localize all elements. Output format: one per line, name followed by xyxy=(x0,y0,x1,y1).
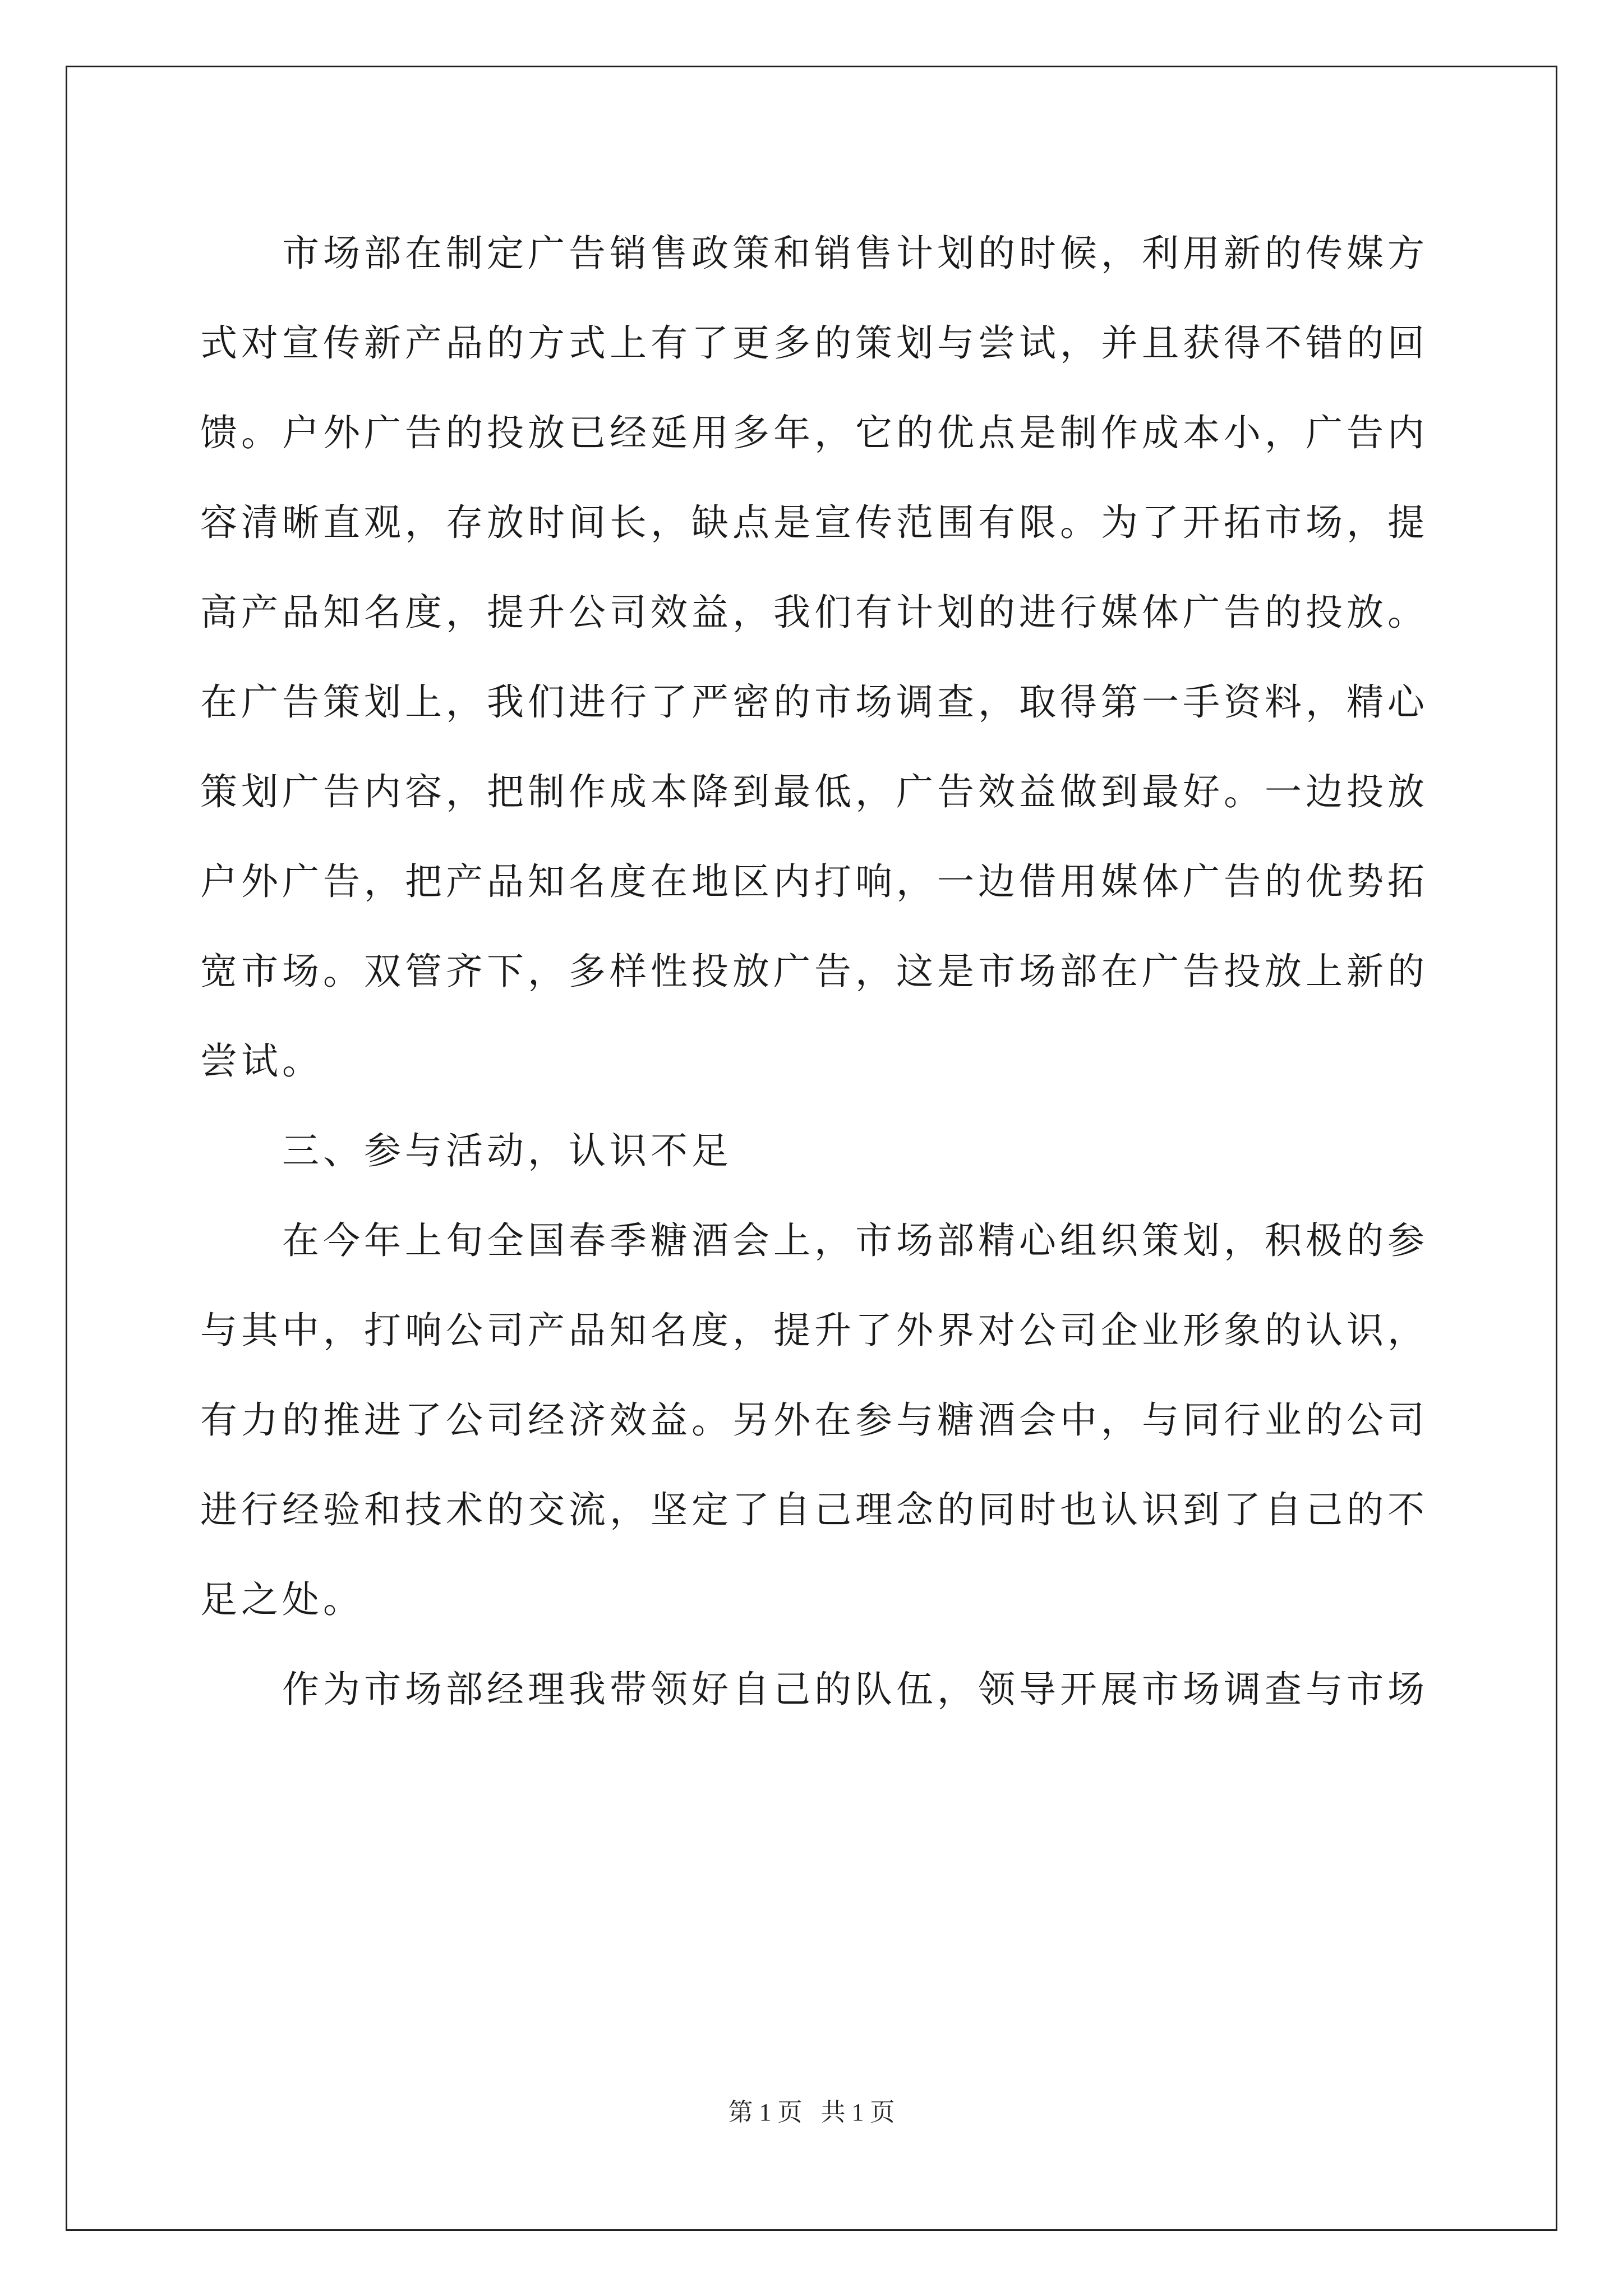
text-line: 在广告策划上，我们进行了严密的市场调查，取得第一手资料，精心 xyxy=(200,680,1428,724)
text-line: 有力的推进了公司经济效益。另外在参与糖酒会中，与同行业的公司 xyxy=(200,1398,1428,1442)
text-line: 高产品知名度，提升公司效益，我们有计划的进行媒体广告的投放。 xyxy=(200,591,1428,634)
text-line: 户外广告，把产品知名度在地区内打响，一边借用媒体广告的优势拓 xyxy=(200,860,1428,903)
text-line: 在今年上旬全国春季糖酒会上，市场部精心组织策划，积极的参 xyxy=(282,1219,1428,1262)
text-line: 策划广告内容，把制作成本降到最低，广告效益做到最好。一边投放 xyxy=(200,770,1428,813)
text-line: 作为市场部经理我带领好自己的队伍，领导开展市场调查与市场 xyxy=(282,1668,1428,1711)
text-line: 足之处。 xyxy=(200,1578,364,1621)
document-body xyxy=(200,209,1428,1734)
text-line: 进行经验和技术的交流，坚定了自己理念的同时也认识到了自己的不 xyxy=(200,1488,1428,1531)
text-line: 尝试。 xyxy=(200,1039,323,1083)
page-number: 第 1 页 xyxy=(728,2099,803,2126)
section-heading: 三、参与活动，认识不足 xyxy=(282,1129,732,1172)
text-line: 馈。户外广告的投放已经延用多年，它的优点是制作成本小，广告内 xyxy=(200,411,1428,454)
text-line: 与其中，打响公司产品知名度，提升了外界对公司企业形象的认识， xyxy=(200,1309,1428,1352)
text-line: 式对宣传新产品的方式上有了更多的策划与尝试，并且获得不错的回 xyxy=(200,321,1428,365)
text-line: 宽市场。双管齐下，多样性投放广告，这是市场部在广告投放上新的 xyxy=(200,950,1428,993)
paragraph-trade-fair xyxy=(200,1196,1428,1645)
page-total: 共 1 页 xyxy=(820,2099,895,2126)
text-line: 容清晰直观，存放时间长，缺点是宣传范围有限。为了开拓市场，提 xyxy=(200,501,1428,544)
paragraph-team-lead xyxy=(200,1645,1428,1734)
paragraph-ad-strategy xyxy=(200,209,1428,1106)
text-line: 市场部在制定广告销售政策和销售计划的时候，利用新的传媒方 xyxy=(282,232,1428,275)
page-footer xyxy=(0,2092,1623,2128)
